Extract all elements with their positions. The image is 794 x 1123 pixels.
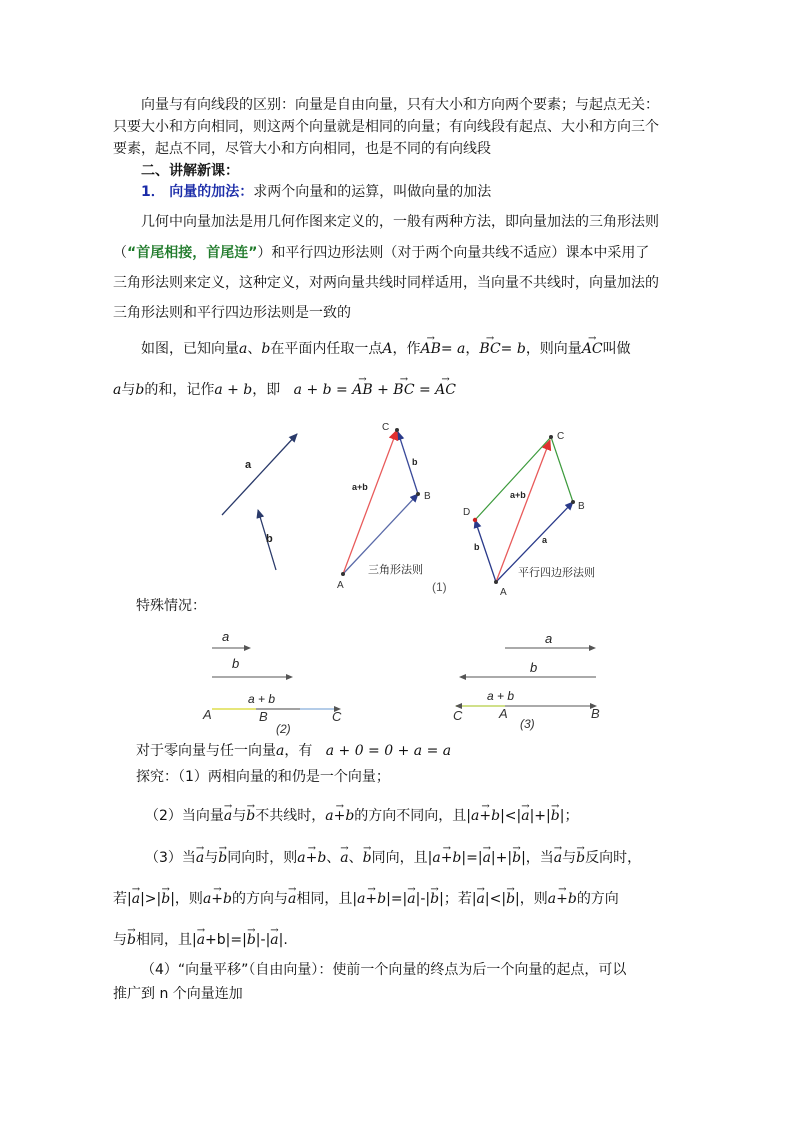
para1-line-1: 几何中向量加法是用几何作图来定义的，一般有两种方法，即向量加法的三角形法则 (141, 214, 659, 230)
comma: ， (465, 341, 480, 357)
vector-BC: → BC (479, 334, 500, 364)
tri-point-B: B (424, 491, 431, 502)
word-and: 与 (121, 382, 136, 398)
intro-line-3: 要素，起点不同，尽管大小和方向相同，也是不同的有向线段 (113, 141, 491, 157)
t: 的方向与 (231, 891, 288, 907)
fig3-label-b: b (530, 660, 538, 675)
par-vector-a-plus-b (496, 440, 550, 582)
t: 、 (326, 850, 341, 866)
vec-a-plus-b: → a+b (203, 889, 232, 910)
t: |；若| (439, 891, 477, 907)
vec-a: → a (407, 889, 415, 910)
vec-b: → b (218, 848, 227, 869)
t: 与 (204, 850, 219, 866)
item-1-term: 向量的加法： (169, 184, 254, 200)
explore-line-7: 推广到 n 个向量连加 (113, 986, 243, 1002)
t: |<| (500, 808, 522, 824)
plus: + (377, 382, 389, 398)
fig2-point-A: A (203, 707, 212, 722)
t: |=| (386, 891, 408, 907)
vec-a: → a (477, 889, 485, 910)
vec-a: → a (197, 930, 205, 951)
intro-line-1: 向量与有向线段的区别：向量是自由向量，只有大小和方向两个要素；与起点无关： (141, 97, 659, 113)
t: |+| (490, 850, 513, 866)
zero-text-1: 对于零向量与任一向量 (136, 743, 276, 759)
t: |-| (415, 891, 431, 907)
label-a: a (245, 459, 252, 471)
para2-text-1: 如图，已知向量 (141, 341, 239, 357)
intro-line-2: 只要大小和方向相同，则这两个向量就是相同的向量；有向线段有起点、大小和方向三个 (113, 119, 659, 135)
vec-a-plus-b: → a+b (325, 806, 354, 827)
para2-text-2: 在平面内任取一点 (270, 341, 383, 357)
fig3-point-A: A (499, 706, 508, 721)
vec-b: → b (246, 806, 255, 827)
tri-caption: 三角形法则 (368, 564, 423, 576)
tri-figure-number: (1) (432, 580, 447, 594)
t: |>| (140, 891, 162, 907)
section-heading: 二、讲解新课： (141, 163, 239, 179)
t: |-| (255, 932, 271, 948)
t: 若| (113, 891, 132, 907)
vec-a: → a (483, 848, 491, 869)
zero-text-2: ，有 (284, 743, 313, 759)
vec-a: → a (288, 889, 296, 910)
vec-b: → b (247, 930, 256, 951)
vector-AB: → AB (352, 375, 372, 405)
item-1-definition: 求两个向量和的运算，叫做向量的加法 (253, 184, 492, 200)
vec-a-plus-b: → a+b (357, 889, 386, 910)
tri-point-A: A (337, 580, 344, 591)
fig3-label-a: a (545, 631, 553, 646)
t: |，则 (170, 891, 203, 907)
explore-line-1: 探究：（1）两相向量的和仍是一个向量； (136, 769, 390, 785)
zero-vector-line (136, 741, 711, 762)
fig2-point-C: C (332, 709, 342, 724)
label-b: b (266, 533, 273, 545)
fig2-label-a: a (222, 629, 230, 644)
tri-label-b: b (412, 457, 418, 467)
figure-vector-addition (200, 418, 620, 598)
math-sum-eq: a + b = (293, 382, 348, 398)
eq-a: = a (440, 341, 466, 357)
figure-collinear-opposite-direction (440, 625, 615, 740)
t: 的方向 (576, 891, 619, 907)
vec-b: → b (576, 848, 585, 869)
t: |<| (484, 891, 507, 907)
fig2-point-B: B (259, 709, 268, 724)
para2-line-2 (113, 375, 688, 405)
tri-vector-a (343, 494, 418, 574)
t: |=| (461, 850, 483, 866)
vector-AB: → AB (420, 334, 440, 364)
t: |； (559, 808, 579, 824)
t: 相同，且| (296, 891, 358, 907)
t: 、 (348, 850, 363, 866)
paren-open: （ (113, 245, 127, 261)
fig3-point-B: B (591, 706, 600, 721)
vec-b: → b (430, 889, 439, 910)
item-1-number: 1． (141, 184, 165, 200)
vec-a-plus-b: → a+b (548, 889, 577, 910)
para1-line-2-rest: ）和平行四边形法则（对于两个向量共线不适应）课本中采用了 (257, 245, 650, 261)
par-label-a: a (542, 535, 548, 545)
para2-text-4: ，则向量 (525, 341, 582, 357)
vector-a-arrow (222, 434, 297, 515)
t: 同向，且| (371, 850, 433, 866)
vec-a: → a (270, 930, 278, 951)
vec-a: → a (224, 806, 232, 827)
math-a-plus-b: a + b (214, 382, 253, 398)
vec-b: → b (551, 806, 560, 827)
explore-line-6: （4）“向量平移”（自由向量）：使前一个向量的终点为后一个向量的起点，可以 (141, 962, 627, 978)
par-label-b: b (474, 542, 480, 552)
sep: 、 (247, 341, 262, 357)
explore-line-2 (145, 806, 720, 827)
par-label-a-plus-b: a+b (510, 490, 526, 500)
vec-a-plus-b: → a+b (471, 806, 500, 827)
par-point-A: A (500, 587, 507, 598)
fig2-label-a-plus-b: a + b (248, 692, 276, 706)
t: 相同，且| (135, 932, 197, 948)
vec-a-plus-b: → a+b (432, 848, 461, 869)
vec-b: → b (161, 889, 170, 910)
para2-text-5: 叫做 (602, 341, 631, 357)
word-namely: ，即 (252, 382, 281, 398)
par-side-DC (475, 437, 551, 520)
par-side-BC (551, 437, 573, 502)
t: +b|=| (205, 932, 247, 948)
vec-b: → b (506, 889, 515, 910)
vec-a: → a (554, 848, 562, 869)
t: 反向时， (585, 850, 642, 866)
math-b: b (261, 341, 271, 357)
t: |. (278, 932, 288, 948)
t: 与 (232, 808, 247, 824)
explore-line-4 (113, 889, 688, 910)
eq-b: = b (500, 341, 526, 357)
vec-b: → b (363, 848, 372, 869)
para1-line-3: 三角形法则来定义，这种定义，对两向量共线时同样适用，当向量不共线时，向量加法的 (113, 275, 659, 291)
tri-label-a-plus-b: a+b (352, 482, 368, 492)
special-title: 特殊情况： (136, 598, 206, 614)
par-point-C: C (557, 431, 565, 442)
zero-equation: a + 0 = 0 + a = a (325, 743, 452, 759)
fig2-label-b: b (232, 656, 240, 671)
t: |+| (529, 808, 551, 824)
vector-BC: → BC (393, 375, 414, 405)
math-b: b (135, 382, 145, 398)
figure-collinear-same-direction (200, 625, 360, 740)
t: 与 (113, 932, 127, 948)
t: |，当 (521, 850, 554, 866)
quote-head-tail: “首尾相接，首尾连” (127, 245, 258, 261)
vec-b: → b (127, 930, 136, 951)
t: 同向时，则 (227, 850, 298, 866)
par-point-D: D (463, 507, 471, 518)
par-point-B: B (578, 501, 585, 512)
para2-text-sum: 的和，记作 (144, 382, 215, 398)
t: 不共线时， (255, 808, 326, 824)
vec-a: → a (132, 889, 140, 910)
t: |，则 (515, 891, 548, 907)
math-a: a (113, 382, 122, 398)
t: （3）当 (145, 850, 196, 866)
tri-point-C: C (382, 422, 390, 433)
explore-line-5 (113, 930, 688, 951)
tri-vector-a-plus-b (343, 430, 397, 574)
t: 与 (562, 850, 577, 866)
math-A: A (382, 341, 393, 357)
par-caption: 平行四边形法则 (518, 567, 595, 579)
vector-AC: → AC (582, 334, 603, 364)
vector-AC: → AC (435, 375, 456, 405)
para2-line-1 (113, 334, 716, 364)
item-1 (113, 182, 716, 203)
vec-a: → a (340, 848, 348, 869)
para1-line-4: 三角形法则和平行四边形法则是一致的 (113, 305, 351, 321)
vec-b: → b (512, 848, 521, 869)
t: （2）当向量 (145, 808, 224, 824)
math-a: a (276, 743, 285, 759)
fig3-number: (3) (520, 717, 535, 731)
equals: = (418, 382, 431, 398)
t: 的方向不同向，且| (354, 808, 472, 824)
fig3-point-C: C (453, 708, 463, 723)
fig3-label-a-plus-b: a + b (487, 689, 515, 703)
para2-text-3: ，作 (392, 341, 421, 357)
vec-a-plus-b: → a+b (297, 848, 326, 869)
explore-line-3 (145, 848, 720, 869)
vec-a: → a (521, 806, 529, 827)
para1-line-2 (113, 237, 688, 269)
math-a: a (239, 341, 248, 357)
fig2-number: (2) (276, 722, 291, 736)
vec-a: → a (196, 848, 204, 869)
